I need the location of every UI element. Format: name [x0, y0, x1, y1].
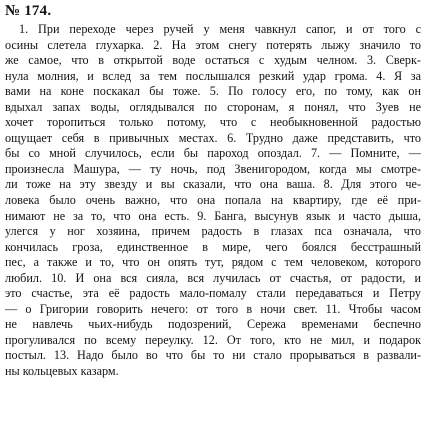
text-line: осины слетела глухарка. 2. На этом снегу потерять лыжу значило то [5, 37, 421, 52]
text-line: нимают не за то, что она есть. 9. Банга, высунув язык и часто дыша, [5, 208, 421, 223]
text-line: постыл. 13. Надо было во что бы то ни стало прорываться в развали- [5, 348, 421, 363]
text-line: вдыхал запах воды, оглядывался по сторонам, я понял, что Зуев не [5, 99, 421, 114]
text-line: хочет торопиться только потому, что с необыкновенной радостью [5, 115, 421, 130]
text-line: ли тоже на эту звезду и вы сказали, что она ваша. 8. Для этого че- [5, 177, 421, 192]
exercise-text [5, 22, 425, 380]
text-line: любил. 10. И она вся сияла, вся лучилась от счастья, от радости, и [5, 270, 421, 285]
text-line: — о Григории говорить нечего: от того в ночи свет. 11. Чтобы часом [5, 301, 421, 316]
text-line: ны кольцевых казарм. [5, 364, 119, 379]
text-line: кончилась гроза, единственное в мире, чего боялся бесстрашный [5, 239, 421, 254]
text-line: это счастье, эта её радость мало-помалу стали передаваться и Петру [5, 286, 421, 301]
text-line: произнесла Машура, — ту ночь, под Звенигородом, когда мы смотре- [5, 161, 421, 176]
text-line: прогуливался по всему переулку. 12. От того, кто не мил, и подарок [5, 332, 421, 347]
text-line: нула молния, и вслед за тем послышался резкий удар грома. 4. Я за [5, 68, 421, 83]
text-line: вами на коне поскакал бы тоже. 5. По голосу его, по тому, как он [5, 84, 421, 99]
text-line: бы со мной случилось, если бы пароход опоздал. 7. — Помните, — [5, 146, 421, 161]
text-line: улегся у ног хозяина, причем радость в глазах пса означала, что [5, 224, 421, 239]
text-line: пес, а также и то, что он опять тут, рядом с тем человеком, которого [5, 255, 421, 270]
text-line: же самое, что в открытой воде остаться с худым челном. 3. Сверк- [5, 53, 421, 68]
text-line: не навлечь чьих-нибудь подозрений, Сережа временами беспечно [5, 317, 421, 332]
exercise-number: № 174. [5, 3, 52, 19]
text-line: ловека было очень важно, что она попала на квартиру, где её при- [5, 193, 421, 208]
text-line: ощущает себя в привычных местах. 6. Трудно даже представить, что [5, 130, 421, 145]
text-line: 1. При переходе через ручей у меня чавкнул сапог, и от того с [19, 22, 421, 36]
